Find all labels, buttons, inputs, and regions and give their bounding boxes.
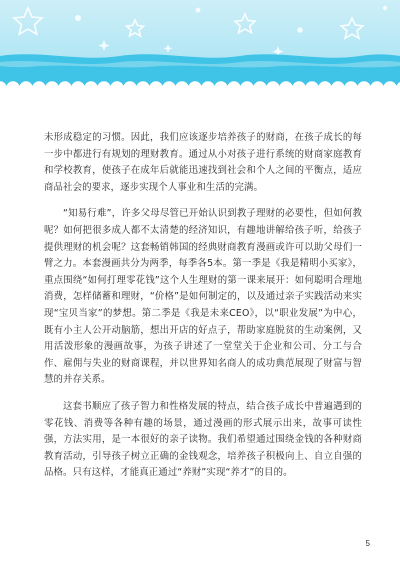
scallop-bump	[188, 81, 202, 95]
scallop-bump	[162, 81, 176, 95]
bubble-icon	[383, 6, 387, 10]
scallop-bump	[45, 81, 59, 95]
scallop-bump	[123, 81, 137, 95]
body-text	[44, 130, 362, 492]
scallop-bump	[58, 81, 72, 95]
scallop-bump	[305, 81, 319, 95]
scallop-bump	[32, 81, 46, 95]
scallop-bump	[149, 81, 163, 95]
scallop-bump	[110, 81, 124, 95]
scallop-bump	[201, 81, 215, 95]
scallop-bump	[97, 81, 111, 95]
scallop-bump	[240, 81, 254, 95]
scallop-bump	[136, 81, 150, 95]
scallop-bump	[331, 81, 345, 95]
scallop-bump	[253, 81, 267, 95]
paragraph-book-summary: 这套书顺应了孩子智力和性格发展的特点，结合孩子成长中普遍遇到的零花钱、消费等各种有趣的场景，通过漫画的形式展示出来，故事可读性强，方法实用，是一本很好的亲子读物。我们希望通过围绕金钱的各种财商教育活动，引导孩子树立正确的金钱观念，培养孩子积极向上、自立自强的品格。只有这样，才能真正通过“养财”实现“养才”的目的。	[44, 400, 362, 479]
header-banner	[0, 0, 400, 96]
page-number: 5	[365, 539, 370, 548]
scallop-bump	[19, 81, 33, 95]
paragraph-continuation: 未形成稳定的习惯。因此，我们应该逐步培养孩子的财商，在孩子成长的每一步中都进行有规划的理财教育。通过从小对孩子进行系统的财商家庭教育和学校教育，使孩子在成年后就能迅速找到社会和个人之间的平衡点，适应商品社会的要求，逐步实现个人事业和生活的完满。	[44, 132, 362, 193]
scallop-bump	[71, 81, 85, 95]
scallop-bump	[292, 81, 306, 95]
scallop-bump	[357, 81, 371, 95]
banner-scallop	[0, 81, 400, 96]
scallop-bump	[266, 81, 280, 95]
scallop-bump	[279, 81, 293, 95]
banner-graphic	[0, 0, 400, 96]
bubble-icon	[297, 27, 303, 33]
scallop-bump	[84, 81, 98, 95]
scallop-bump	[214, 81, 228, 95]
bubble-icon	[196, 8, 201, 13]
scallop-bump	[175, 81, 189, 95]
scallop-bump	[6, 81, 20, 95]
scallop-bump	[318, 81, 332, 95]
scallop-bump	[370, 81, 384, 95]
paragraph-zhi-yi-xing-nan: “知易行难”，许多父母尽管已开始认识到教子理财的必要性，但如何教呢？如何把很多成人都不太清楚的经济知识，有趣地讲解给孩子听，给孩子提供理财的机会呢？这套畅销韩国的经典财商教育漫画或许可以助父母们一臂之力。本套漫画共分为两季，每季各5本。第一季是《我是精明小买家》，重点围绕“如何打理零花钱”这个人生理财的第一课来展开：如何聪明合理地消费，怎样储蓄和理财，“价格”是如何制定的，以及通过亲子实践活动来实现“宝贝当家”的梦想。第二季是《我是未来CEO》，以“职业发展”为中心，既有小主人公开动脑筋，想出开店的好点子，帮助家庭脱贫的生动案例，又用活泼形象的漫画故事，为孩子讲述了一堂堂关于企业和公司、分工与合作、雇佣与失业的财商课程，并以世界知名商人的成功典范展现了财富与智慧的并存关系。	[44, 208, 362, 386]
scallop-bump	[227, 81, 241, 95]
scallop-bump	[383, 81, 397, 95]
bubble-icon	[75, 15, 81, 21]
scallop-bump	[344, 81, 358, 95]
